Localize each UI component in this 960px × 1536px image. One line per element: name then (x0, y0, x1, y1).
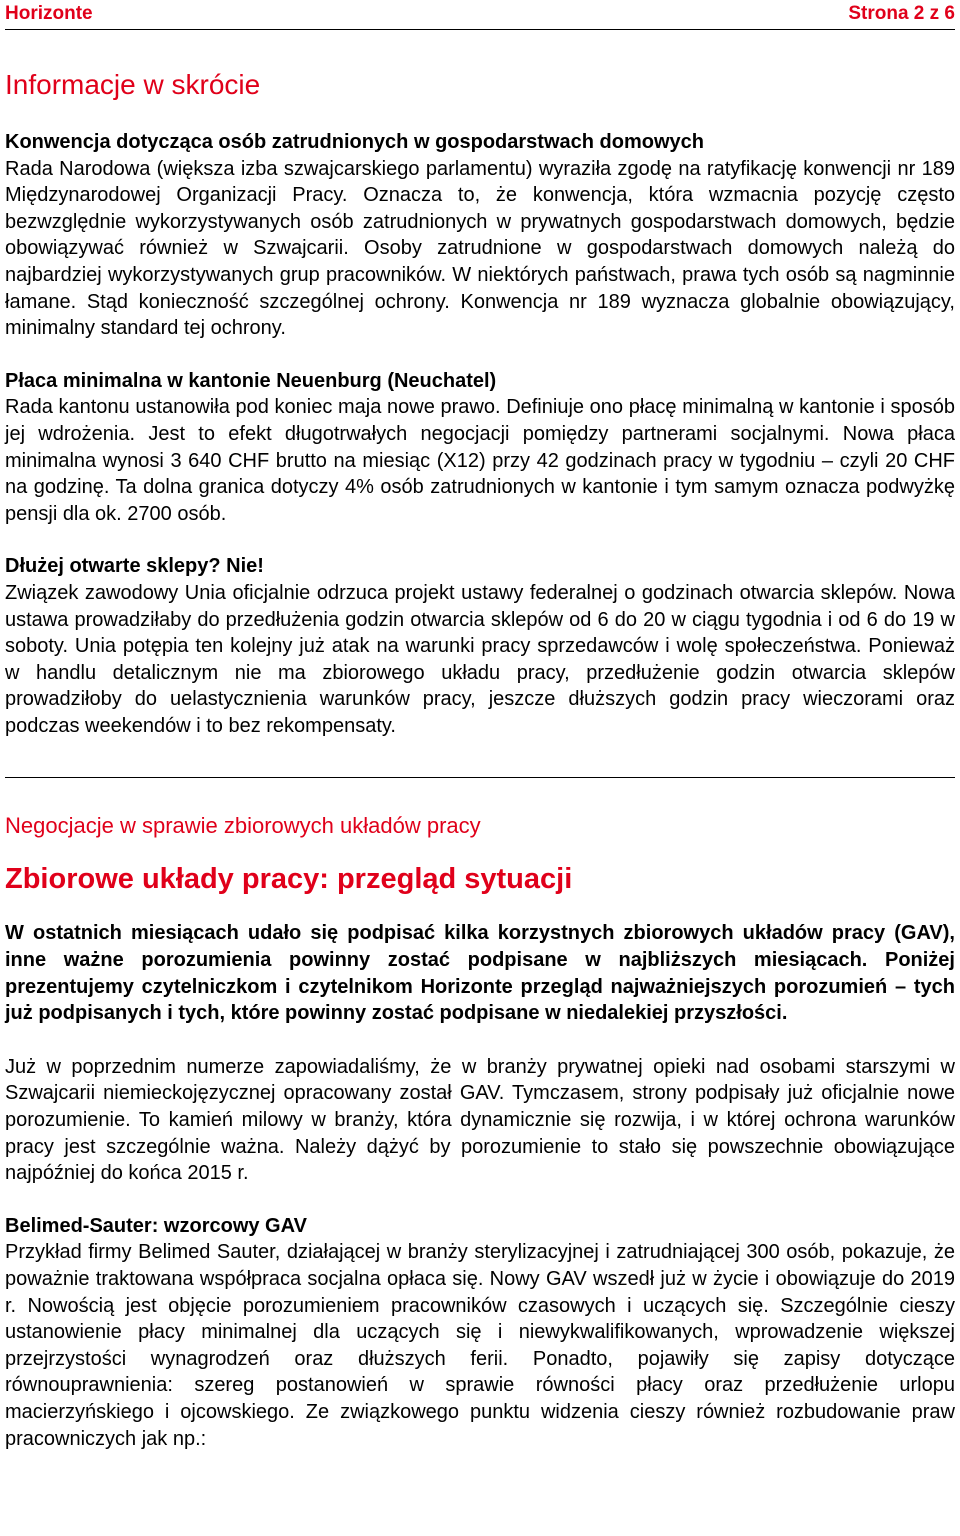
article-title: Belimed-Sauter: wzorcowy GAV (5, 1214, 307, 1237)
publication-name: Horizonte (5, 3, 93, 24)
article-body: Związek zawodowy Unia oficjalnie odrzuca projekt ustawy federalnej o godzinach otwarcia sklepów. Nowa ustawa prowadziłaby do przedłużenia godzin otwarcia sklepów od 6 do 20 w ciągu tygodnia i od 6 do 19 w soboty. Unia potępia ten kolejny już atak na warunki pracy sprzedawców i wolę społeczeństwa. Ponieważ w handlu detalicznym nie ma zbiorowego układu pracy, przedłużenie godzin otwarcia sklepów prowadziłoby do uelastycznienia warunków pracy, jeszcze dłuższych godzin pracy wieczorami oraz podczas weekendów i to bez rekompensaty. (5, 581, 955, 737)
article-shop-hours (5, 553, 955, 739)
article-body: Rada Narodowa (większa izba szwajcarskiego parlamentu) wyraziła zgodę na ratyfikację konwencji nr 189 Międzynarodowej Organizacji Pracy. Oznacza to, że konwencja, która wzmacnia pozycję często bezwzględnie wykorzystywanych osób zatrudnionych w prywatnych gospodarstwach domowych, będzie obowiązywać również w Szwajcarii. Osoby zatrudnione w gospodarstwach domowych należą do najbardziej wykorzystywanych grup pracowników. W niektórych państwach, prawa tych osób są nagminnie łamane. Stąd konieczność szczególnej ochrony. Konwencja nr 189 wyznacza globalnie obowiązujący, minimalny standard tej ochrony. (5, 157, 955, 340)
article-convention (5, 129, 955, 342)
article-belimed-sauter (5, 1213, 955, 1452)
article-minimum-wage (5, 368, 955, 528)
article-title: Dłużej otwarte sklepy? Nie! (5, 555, 264, 578)
article-title: Płaca minimalna w kantonie Neuenburg (Neuchatel) (5, 369, 497, 392)
body-paragraph: Już w poprzednim numerze zapowiadaliśmy, że w branży prywatnej opieki nad osobami starszymi w Szwajcarii niemieckojęzycznej opracowany został GAV. Tymczasem, strony podpisały już oficjalnie nowe porozumienie. To kamień milowy w branży, która dynamicznie się rozwija, i w której ochrona warunków pracy jest szczególnie ważna. Należy dążyć by porozumienie to stało się powszechnie obowiązujące najpóźniej do końca 2015 r. (5, 1055, 955, 1185)
section-divider (5, 777, 955, 778)
lead-paragraph: W ostatnich miesiącach udało się podpisać kilka korzystnych zbiorowych układów pracy (GAV), inne ważne porozumienia powinny zostać podpisane w najbliższych miesiącach. Poniżej prezentujemy czytelniczkom i czytelnikom Horizonte przegląd najważniejszych porozumień – tych już podpisanych i tych, które powinny zostać podpisane w niedalekiej przyszłości. (5, 922, 955, 1025)
article-body: Przykład firmy Belimed Sauter, działającej w branży sterylizacyjnej i zatrudniającej 300 osób, pokazuje, że poważnie traktowana współpraca socjalna opłaca się. Nowy GAV wszedł już w życie i obowiązuje do 2019 r. Nowością jest objęcie porozumieniem pracowników czasowych i uczących się. Szczególnie cieszy ustanowienie płacy minimalnej dla uczących się i niewykwalifikowanych, wprowadzenie większej przejrzystości wynagrodzeń oraz dłuższych ferii. Ponadto, pojawiły się zapisy dotyczące równouprawnienia: szereg postanowień w sprawie równości płacy oraz przedłużenie urlopu macierzyńskiego i ojcowskiego. Ze związkowego punktu widzenia cieszy również rozbudowanie praw pracowniczych jak np.: (5, 1241, 955, 1450)
section-headline: Zbiorowe układy pracy: przegląd sytuacji (5, 863, 573, 896)
page-number: Strona 2 z 6 (848, 3, 955, 24)
section-title-news-in-brief: Informacje w skrócie (5, 69, 261, 100)
article-body: Rada kantonu ustanowiła pod koniec maja nowe prawo. Definiuje ono płacę minimalną w kantonie i sposób jej wdrożenia. Jest to efekt długotrwałych negocjacji pomiędzy partnerami socjalnymi. Nowa płaca minimalna wynosi 3 640 CHF brutto na miesiąc (X12) przy 42 godzinach pracy w tygodniu – czyli 20 CHF na godzinę. Ta dolna granica dotyczy 4% osób zatrudnionych w kantonie i tym samym oznacza podwyżkę pensji dla ok. 2700 osób. (5, 396, 955, 525)
section-kicker: Negocjacje w sprawie zbiorowych układów pracy (5, 813, 481, 839)
page-header (5, 0, 955, 30)
article-title: Konwencja dotycząca osób zatrudnionych w gospodarstwach domowych (5, 131, 704, 153)
